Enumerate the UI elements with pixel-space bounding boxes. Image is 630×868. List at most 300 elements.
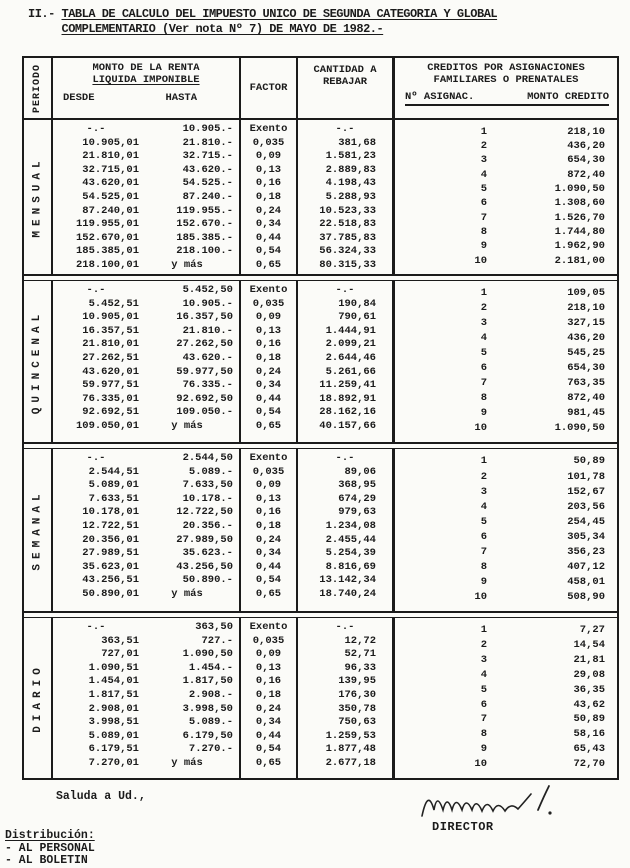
credit-row (395, 531, 617, 545)
credit-amount: 109,05 (567, 287, 605, 300)
table-row (241, 325, 296, 339)
table-row (241, 730, 296, 744)
section-quincenal (24, 281, 617, 442)
table-row (298, 352, 392, 366)
factor-value: 0,16 (255, 338, 282, 351)
section-separator (24, 274, 617, 281)
periodo-label: DIARIO (31, 663, 44, 733)
rebajar-value: -.- (335, 452, 355, 464)
table-row (298, 452, 392, 466)
table-row (241, 452, 296, 466)
credit-amount: 1.090,50 (554, 182, 605, 195)
rebajar-value: 2.677,18 (325, 756, 376, 769)
factor-column (239, 449, 298, 611)
credit-amount: 872,40 (567, 168, 605, 181)
rebajar-value: 1.877,48 (325, 743, 376, 756)
factor-value: 0,54 (255, 245, 282, 258)
desde-value: 10.905,01 (82, 136, 139, 149)
rebajar-value: 10.523,33 (319, 204, 376, 217)
hasta-value: 2.544,50 (182, 452, 233, 464)
credit-row (395, 317, 617, 331)
creditos-header-line1: CREDITOS POR ASIGNACIONES (427, 62, 585, 74)
table-row (53, 547, 239, 561)
factor-value: 0,16 (255, 177, 282, 190)
table-row (298, 150, 392, 164)
credit-count: 5 (480, 515, 487, 528)
creditos-column (395, 618, 617, 778)
table-row (298, 164, 392, 178)
title-line-2: COMPLEMENTARIO (Ver nota Nº 7) DE MAYO DE 1982.- (61, 22, 384, 36)
credit-amount: 305,34 (567, 530, 605, 543)
periodo-header-cell (24, 58, 53, 118)
credit-row (395, 639, 617, 653)
desde-value: -.- (86, 452, 106, 464)
table-row (298, 730, 392, 744)
table-row (53, 675, 239, 689)
credit-count: 6 (480, 362, 487, 375)
credit-amount: 654,30 (567, 362, 605, 375)
cantidad-header (298, 58, 392, 88)
rebajar-value: -.- (335, 621, 355, 633)
factor-value: 0,18 (255, 519, 282, 532)
table-row (241, 311, 296, 325)
credit-amount: 72,70 (573, 758, 605, 770)
table-row (298, 716, 392, 730)
table-row (241, 259, 296, 273)
factor-value: 0,18 (255, 688, 282, 701)
table-row (241, 284, 296, 298)
credit-count: 5 (480, 683, 487, 696)
factor-value: 0,65 (255, 756, 282, 769)
hasta-value: 16.357,50 (176, 311, 233, 324)
table-row (241, 393, 296, 407)
desde-value: 7.270,01 (88, 756, 139, 769)
desde-value: 76.335,01 (82, 392, 139, 405)
credit-row (395, 362, 617, 376)
hasta-value: 43.620.- (182, 351, 233, 364)
credit-amount: 7,27 (579, 624, 605, 637)
factor-value: Exento (249, 452, 288, 464)
rebajar-value: 18.740,24 (319, 587, 376, 600)
table-row (53, 703, 239, 717)
table-row (298, 259, 392, 273)
factor-value: 0,035 (252, 465, 285, 478)
table-row (53, 406, 239, 420)
rebajar-value: 190,84 (338, 297, 376, 310)
table-row (53, 479, 239, 493)
table-row (53, 574, 239, 588)
hasta-value: 185.385.- (176, 231, 233, 244)
rebajar-value: 1.444,91 (325, 324, 376, 337)
credit-count: 7 (480, 545, 487, 558)
creditos-header-cell (395, 58, 617, 118)
credit-count: 6 (480, 530, 487, 543)
hasta-value: 59.977,50 (176, 365, 233, 378)
credit-count: 3 (480, 317, 487, 330)
table-row (53, 325, 239, 339)
desde-value: 7.633,51 (88, 492, 139, 505)
credit-amount: 1.962,90 (554, 240, 605, 253)
credit-row (395, 669, 617, 683)
rebajar-value: 381,68 (338, 136, 376, 149)
desde-header: DESDE (63, 92, 95, 104)
factor-value: 0,035 (252, 634, 285, 647)
hasta-value: y más (171, 587, 203, 600)
table-row (298, 621, 392, 635)
credit-row (395, 591, 617, 605)
desde-value: 1.090,51 (88, 661, 139, 674)
factor-value: 0,13 (255, 163, 282, 176)
desde-value: 21.810,01 (82, 150, 139, 163)
desde-value: 727,01 (101, 648, 139, 661)
factor-value: 0,65 (255, 258, 282, 271)
rebajar-value: 37.785,83 (319, 231, 376, 244)
table-row (241, 703, 296, 717)
credit-row (395, 561, 617, 575)
credit-row (395, 546, 617, 560)
periodo-cell (24, 120, 53, 274)
monto-column (53, 120, 239, 274)
credit-row (395, 377, 617, 391)
monto-column (53, 618, 239, 778)
desde-value: 20.356,01 (82, 533, 139, 546)
table-row (53, 635, 239, 649)
factor-value: 0,34 (255, 547, 282, 560)
cantidad-column (298, 281, 395, 442)
rebajar-value: 2.644,46 (325, 351, 376, 364)
table-row (298, 338, 392, 352)
factor-value: 0,18 (255, 190, 282, 203)
table-row (298, 177, 392, 191)
credit-amount: 21,81 (573, 653, 605, 666)
rebajar-value: 96,33 (344, 661, 376, 674)
hasta-value: 92.692,50 (176, 392, 233, 405)
desde-value: 12.722,51 (82, 519, 139, 532)
creditos-rows (395, 120, 617, 274)
table-row (241, 716, 296, 730)
hasta-value: 3.998,50 (182, 702, 233, 715)
credit-count: 8 (480, 728, 487, 741)
table-row (298, 123, 392, 137)
desde-value: 43.620,01 (82, 177, 139, 190)
table-row (53, 366, 239, 380)
factor-column (239, 120, 298, 274)
credit-count: 8 (480, 560, 487, 573)
credit-count: 7 (480, 211, 487, 224)
table-row (298, 547, 392, 561)
monto-header-cell (53, 58, 239, 118)
credit-row (395, 287, 617, 301)
credit-amount: 1.308,60 (554, 197, 605, 210)
credit-row (395, 240, 617, 254)
factor-value: 0,13 (255, 324, 282, 337)
table-row (298, 574, 392, 588)
table-row (53, 662, 239, 676)
desde-value: 5.089,01 (88, 479, 139, 492)
table-row (241, 574, 296, 588)
table-header (24, 58, 617, 120)
table-row (53, 420, 239, 434)
creditos-header-line2: FAMILIARES O PRENATALES (433, 74, 579, 86)
desde-value: 363,51 (101, 634, 139, 647)
credit-row (395, 654, 617, 668)
table-row (241, 232, 296, 246)
factor-value: 0,24 (255, 702, 282, 715)
credit-amount: 65,43 (573, 743, 605, 756)
credit-row (395, 471, 617, 485)
hasta-header: HASTA (165, 92, 197, 104)
tax-table (22, 56, 619, 780)
table-row (53, 164, 239, 178)
table-row (53, 621, 239, 635)
factor-header-cell (239, 58, 298, 118)
table-row (241, 245, 296, 259)
periodo-label: SEMANAL (31, 489, 44, 571)
credit-row (395, 576, 617, 590)
section-separator (24, 442, 617, 449)
hasta-value: 10.905.- (182, 123, 233, 135)
periodo-cell (24, 618, 53, 778)
table-row (53, 588, 239, 602)
table-row (241, 298, 296, 312)
cantidad-column (298, 618, 395, 778)
credit-amount: 458,01 (567, 575, 605, 588)
periodo-cell (24, 281, 53, 442)
table-row (298, 648, 392, 662)
credit-amount: 436,20 (567, 332, 605, 345)
credit-row (395, 728, 617, 742)
hasta-value: 2.908.- (188, 688, 233, 701)
creditos-column (395, 120, 617, 274)
factor-value: 0,13 (255, 492, 282, 505)
credit-count: 9 (480, 240, 487, 253)
desde-value: -.- (86, 284, 106, 296)
table-row (53, 338, 239, 352)
director-label: DIRECTOR (432, 820, 494, 834)
rebajar-value: 750,63 (338, 716, 376, 729)
credit-count: 7 (480, 713, 487, 726)
credit-count: 4 (480, 500, 487, 513)
table-row (298, 205, 392, 219)
desde-value: 43.620,01 (82, 365, 139, 378)
table-row (298, 420, 392, 434)
rebajar-value: 350,78 (338, 702, 376, 715)
table-row (53, 716, 239, 730)
credit-count: 6 (480, 698, 487, 711)
hasta-value: 5.089.- (188, 465, 233, 478)
credit-row (395, 407, 617, 421)
rebajar-value: 52,71 (344, 648, 376, 661)
credit-row (395, 183, 617, 197)
factor-column (239, 618, 298, 778)
table-row (53, 137, 239, 151)
table-row (53, 466, 239, 480)
rebajar-value: 5.288,93 (325, 190, 376, 203)
rebajar-value: -.- (335, 284, 355, 296)
hasta-value: 50.890.- (182, 574, 233, 587)
cantidad-header-cell (298, 58, 395, 118)
credit-amount: 872,40 (567, 392, 605, 405)
credit-amount: 1.526,70 (554, 211, 605, 224)
table-row (241, 757, 296, 771)
hasta-value: 27.262,50 (176, 338, 233, 351)
table-row (53, 123, 239, 137)
rebajar-value: 2.455,44 (325, 533, 376, 546)
credit-count: 5 (480, 347, 487, 360)
rebajar-value: 22.518,83 (319, 218, 376, 231)
credit-row (395, 684, 617, 698)
credit-amount: 254,45 (567, 515, 605, 528)
credit-amount: 2.181,00 (554, 254, 605, 267)
monto-column (53, 281, 239, 442)
hasta-value: 21.810.- (182, 136, 233, 149)
title-lines (62, 7, 498, 37)
credit-count: 8 (480, 392, 487, 405)
table-row (298, 689, 392, 703)
table-row (53, 379, 239, 393)
credit-row (395, 713, 617, 727)
credit-amount: 1.090,50 (554, 421, 605, 434)
creditos-subheader-monto: MONTO CREDITO (527, 91, 609, 103)
table-row (298, 379, 392, 393)
credit-row (395, 255, 617, 269)
hasta-value: 12.722,50 (176, 506, 233, 519)
desde-value: 10.178,01 (82, 506, 139, 519)
desde-value: 1.817,51 (88, 688, 139, 701)
table-row (298, 311, 392, 325)
hasta-value: 35.623.- (182, 547, 233, 560)
hasta-value: 7.633,50 (182, 479, 233, 492)
table-row (53, 150, 239, 164)
factor-value: 0,24 (255, 204, 282, 217)
rebajar-value: 368,95 (338, 479, 376, 492)
credit-count: 2 (480, 140, 487, 153)
credit-amount: 763,35 (567, 377, 605, 390)
table-row (241, 123, 296, 137)
credit-count: 9 (480, 406, 487, 419)
table-row (241, 338, 296, 352)
credit-row (395, 126, 617, 140)
hasta-value: 54.525.- (182, 177, 233, 190)
credit-amount: 14,54 (573, 639, 605, 652)
table-row (53, 730, 239, 744)
desde-value: 109.050,01 (75, 419, 139, 432)
desde-value: 2.908,01 (88, 702, 139, 715)
table-row (298, 662, 392, 676)
factor-value: 0,035 (252, 297, 285, 310)
rebajar-value: 176,30 (338, 688, 376, 701)
credit-row (395, 486, 617, 500)
credit-amount: 1.744,80 (554, 225, 605, 238)
desde-value: 27.262,51 (82, 351, 139, 364)
factor-value: 0,09 (255, 479, 282, 492)
table-row (241, 150, 296, 164)
table-row (298, 218, 392, 232)
table-row (298, 137, 392, 151)
table-row (241, 648, 296, 662)
creditos-column (395, 281, 617, 442)
credit-count: 1 (480, 624, 487, 637)
table-row (241, 743, 296, 757)
monto-header-line1: MONTO DE LA RENTA (92, 62, 200, 74)
table-row (53, 298, 239, 312)
rebajar-value: 674,29 (338, 492, 376, 505)
credit-row (395, 140, 617, 154)
creditos-rows (395, 281, 617, 442)
creditos-header (395, 58, 617, 86)
factor-value: 0,54 (255, 406, 282, 419)
desde-value: 5.089,01 (88, 729, 139, 742)
table-row (241, 366, 296, 380)
cantidad-header-line1: CANTIDAD A (313, 64, 377, 76)
table-row (53, 205, 239, 219)
hasta-value: 20.356.- (182, 519, 233, 532)
table-row (241, 547, 296, 561)
credit-amount: 101,78 (567, 470, 605, 483)
table-row (241, 561, 296, 575)
rebajar-value: 1.259,53 (325, 729, 376, 742)
table-row (298, 675, 392, 689)
hasta-value: 87.240.- (182, 190, 233, 203)
credit-count: 3 (480, 154, 487, 167)
cantidad-column (298, 449, 395, 611)
factor-value: 0,24 (255, 533, 282, 546)
credit-amount: 36,35 (573, 683, 605, 696)
rebajar-value: 8.816,69 (325, 560, 376, 573)
table-row (241, 191, 296, 205)
hasta-value: y más (171, 258, 203, 271)
table-row (241, 177, 296, 191)
creditos-column (395, 449, 617, 611)
rebajar-value: 1.581,23 (325, 150, 376, 163)
credit-count: 5 (480, 182, 487, 195)
credit-count: 3 (480, 653, 487, 666)
table-row (298, 493, 392, 507)
credit-row (395, 455, 617, 469)
credit-count: 2 (480, 302, 487, 315)
credit-count: 10 (474, 254, 487, 267)
credit-count: 9 (480, 743, 487, 756)
table-row (298, 466, 392, 480)
table-row (298, 588, 392, 602)
hasta-value: 6.179,50 (182, 729, 233, 742)
hasta-value: 1.817,50 (182, 675, 233, 688)
credit-count: 7 (480, 377, 487, 390)
table-row (241, 588, 296, 602)
factor-column (239, 281, 298, 442)
credit-count: 4 (480, 668, 487, 681)
hasta-value: y más (171, 756, 203, 769)
table-row (241, 635, 296, 649)
credit-count: 10 (474, 421, 487, 434)
hasta-value: 76.335.- (182, 379, 233, 392)
creditos-subheader (405, 91, 609, 106)
rebajar-value: 5.261,66 (325, 365, 376, 378)
credit-amount: 58,16 (573, 728, 605, 741)
factor-value: 0,44 (255, 392, 282, 405)
rebajar-value: -.- (335, 123, 355, 135)
rebajar-value: 5.254,39 (325, 547, 376, 560)
credit-amount: 218,10 (567, 302, 605, 315)
desde-value: 2.544,51 (88, 465, 139, 478)
table-row (298, 520, 392, 534)
desde-value: 32.715,01 (82, 163, 139, 176)
credit-amount: 50,89 (573, 713, 605, 726)
factor-value: Exento (249, 284, 288, 296)
creditos-rows (395, 618, 617, 778)
credit-count: 2 (480, 470, 487, 483)
rebajar-value: 28.162,16 (319, 406, 376, 419)
